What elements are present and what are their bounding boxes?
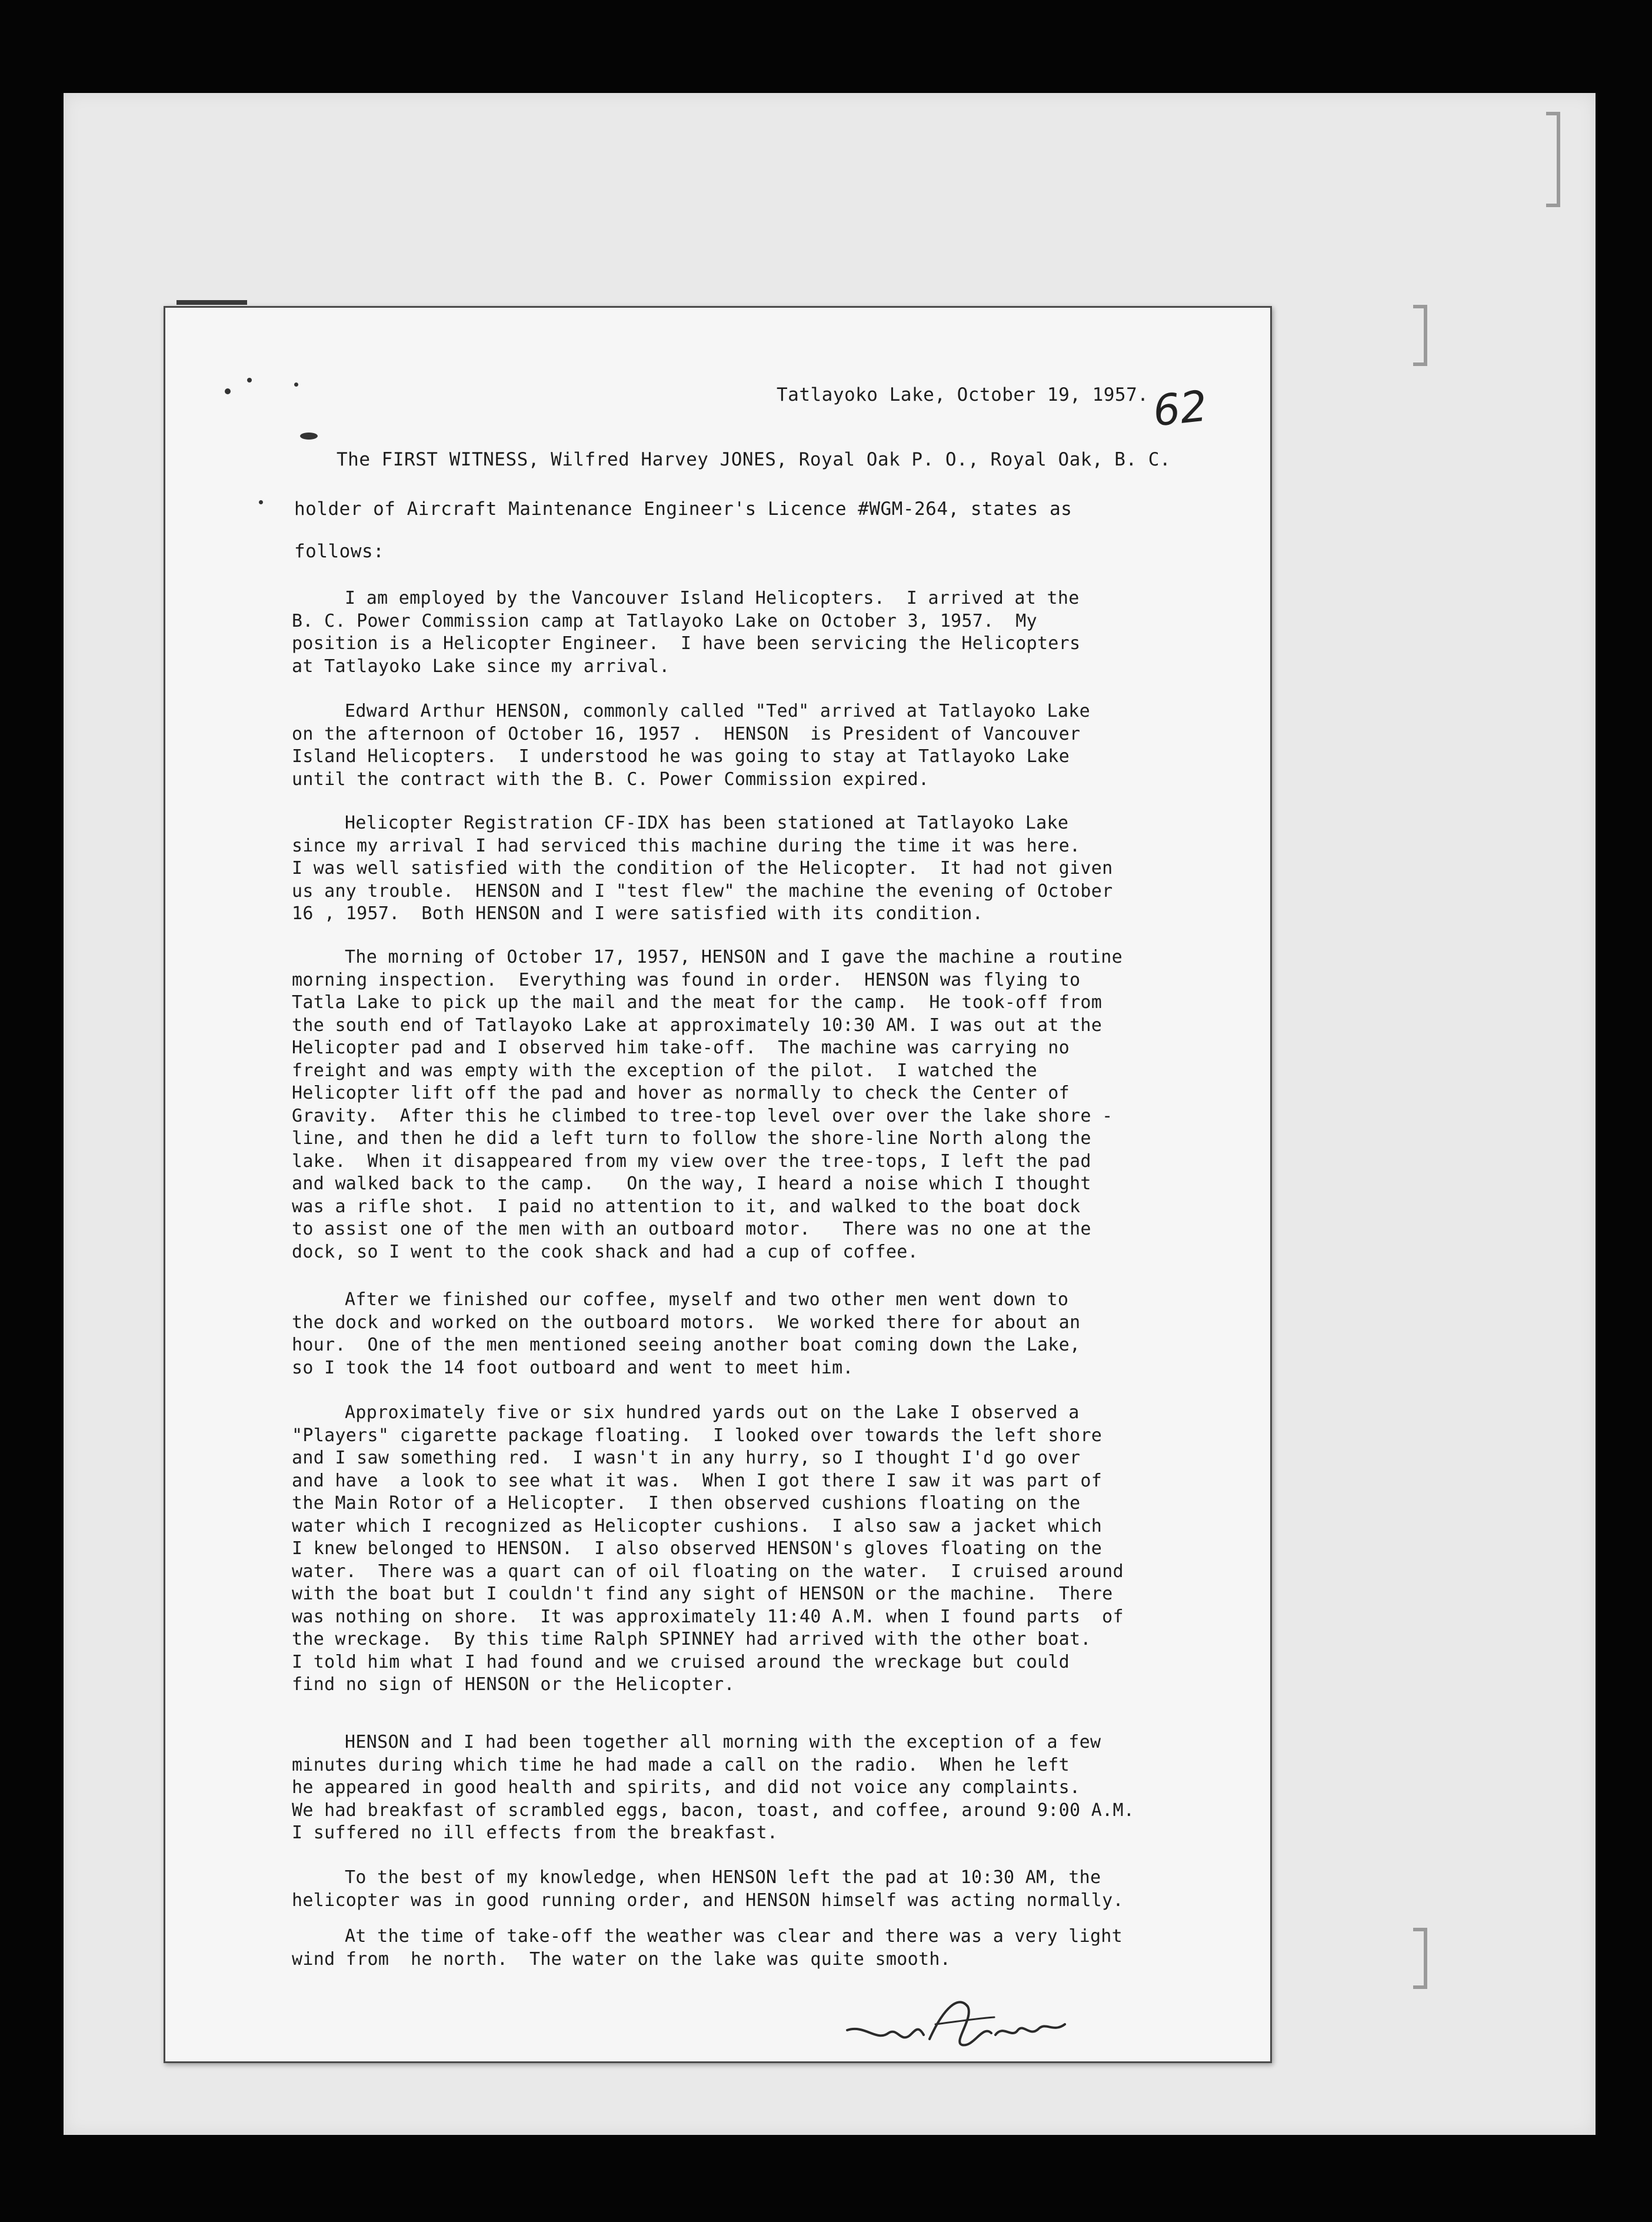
text-line: I was well satisfied with the condition of the Helicopter. It had not given — [292, 858, 1113, 879]
text-line: dock, so I went to the cook shack and had a cup of coffee. — [292, 1241, 918, 1262]
text-line: find no sign of HENSON or the Helicopter. — [292, 1674, 735, 1695]
paragraph-health-breakfast — [292, 1731, 1210, 1845]
text-line: hour. One of the men mentioned seeing another boat coming down the Lake, — [292, 1335, 1081, 1355]
handwritten-signature — [841, 1989, 1088, 2060]
text-line: freight and was empty with the exception of the pilot. I watched the — [292, 1060, 1037, 1081]
text-line: Helicopter Registration CF-IDX has been stationed at Tatlayoko Lake — [345, 813, 1069, 833]
text-line: the south end of Tatlayoko Lake at approximately 10:30 AM. I was out at the — [292, 1014, 1103, 1036]
text-line: B. C. Power Commission camp at Tatlayoko Lake on October 3, 1957. My — [292, 610, 1037, 631]
text-line: lake. When it disappeared from my view over the tree-tops, I left the pad — [292, 1150, 1091, 1172]
text-line: with the boat but I couldn't find any sight of HENSON or the machine. There — [292, 1584, 1113, 1604]
text-line: until the contract with the B. C. Power Commission expired. — [292, 769, 930, 790]
text-line: Tatla Lake to pick up the mail and the meat for the camp. He took-off from — [292, 992, 1103, 1013]
text-line: Approximately five or six hundred yards out on the Lake I observed a — [345, 1402, 1080, 1423]
text-line: water. There was a quart can of oil floating on the water. I cruised around — [292, 1561, 1124, 1582]
text-line: position is a Helicopter Engineer. I have been servicing the Helicopters — [292, 633, 1081, 654]
text-line: us any trouble. HENSON and I "test flew" the machine the evening of October — [292, 880, 1113, 902]
text-line: minutes during which time he had made a call on the radio. When he left — [292, 1754, 1070, 1775]
text-line: I suffered no ill effects from the breakfast. — [292, 1822, 778, 1843]
text-line: Edward Arthur HENSON, commonly called "Ted" arrived at Tatlayoko Lake — [345, 701, 1090, 721]
dust-speck — [294, 382, 298, 387]
text-line: The morning of October 17, 1957, HENSON and I gave the machine a routine — [345, 947, 1123, 967]
text-line: I told him what I had found and we cruised around the wreckage but could — [292, 1651, 1070, 1672]
text-line: on the afternoon of October 16, 1957 . HENSON is President of Vancouver — [292, 723, 1081, 744]
text-line: since my arrival I had serviced this machine during the time it was here. — [292, 835, 1081, 856]
text-line: We had breakfast of scrambled eggs, bacon, toast, and coffee, around 9:00 A.M. — [292, 1799, 1135, 1821]
registration-bracket — [1546, 112, 1560, 207]
text-line: Island Helicopters. I understood he was going to stay at Tatlayoko Lake — [292, 746, 1070, 767]
intro-line: holder of Aircraft Maintenance Engineer's Licence #WGM-264, states as — [294, 498, 1073, 520]
dust-speck — [247, 378, 252, 382]
text-line: was a rifle shot. I paid no attention to it, and walked to the boat dock — [292, 1196, 1081, 1217]
dust-speck — [300, 433, 318, 440]
registration-bracket — [1413, 305, 1427, 366]
text-line: so I took the 14 foot outboard and went to meet him. — [292, 1357, 854, 1378]
paragraph-employment — [292, 587, 1210, 678]
paragraph-weather — [292, 1925, 1210, 1971]
dust-speck — [259, 500, 263, 504]
text-line: I knew belonged to HENSON. I also observed HENSON's gloves floating on the — [292, 1538, 1103, 1559]
text-line: and walked back to the camp. On the way, I heard a noise which I thought — [292, 1173, 1091, 1194]
paragraph-henson-arrival — [292, 700, 1210, 791]
paragraph-helicopter-registration — [292, 812, 1210, 926]
text-line: the Main Rotor of a Helicopter. I then observed cushions floating on the — [292, 1493, 1081, 1514]
paragraph-outboard-motors — [292, 1289, 1210, 1379]
text-line: helicopter was in good running order, and HENSON himself was acting normally. — [292, 1890, 1124, 1911]
text-line: Gravity. After this he climbed to tree-top level over over the lake shore - — [292, 1105, 1113, 1126]
text-line: To the best of my knowledge, when HENSON left the pad at 10:30 AM, the — [345, 1867, 1101, 1888]
text-line: the dock and worked on the outboard motors. We worked there for about an — [292, 1312, 1081, 1333]
text-line: and I saw something red. I wasn't in any hurry, so I thought I'd go over — [292, 1448, 1081, 1468]
text-line: HENSON and I had been together all morning with the exception of a few — [345, 1732, 1101, 1752]
text-line: the wreckage. By this time Ralph SPINNEY had arrived with the other boat. — [292, 1629, 1091, 1649]
text-line: Helicopter pad and I observed him take-off. The machine was carrying no — [292, 1037, 1070, 1058]
dateline: Tatlayoko Lake, October 19, 1957. — [777, 384, 1149, 405]
text-line: morning inspection. Everything was found in order. HENSON was flying to — [292, 969, 1081, 990]
dust-speck — [225, 388, 231, 394]
paragraph-running-order — [292, 1867, 1210, 1912]
registration-bracket — [1413, 1928, 1427, 1989]
text-line: line, and then he did a left turn to follow the shore-line North along the — [292, 1128, 1091, 1149]
intro-line: follows: — [294, 541, 385, 562]
text-line: he appeared in good health and spirits, and did not voice any complaints. — [292, 1777, 1081, 1798]
text-line: and have a look to see what it was. When I got there I saw it was part of — [292, 1470, 1103, 1491]
page-number: 62 — [1150, 381, 1210, 436]
text-line: was nothing on shore. It was approximately 11:40 A.M. when I found parts of — [292, 1606, 1124, 1627]
text-line: wind from he north. The water on the lake was quite smooth. — [292, 1948, 951, 1970]
paragraph-morning-takeoff — [292, 946, 1210, 1263]
text-line: At the time of take-off the weather was clear and there was a very light — [345, 1926, 1123, 1947]
text-line: "Players" cigarette package floating. I looked over towards the left shore — [292, 1425, 1103, 1446]
text-line: at Tatlayoko Lake since my arrival. — [292, 656, 670, 677]
text-line: 16 , 1957. Both HENSON and I were satisfied with its condition. — [292, 903, 984, 924]
text-line: to assist one of the men with an outboard motor. There was no one at the — [292, 1219, 1091, 1239]
paragraph-wreckage-found — [292, 1402, 1210, 1697]
intro-line: The FIRST WITNESS, Wilfred Harvey JONES, Royal Oak P. O., Royal Oak, B. C. — [337, 449, 1171, 470]
text-line: water which I recognized as Helicopter cushions. I also saw a jacket which — [292, 1515, 1103, 1536]
text-line: I am employed by the Vancouver Island Helicopters. I arrived at the — [345, 588, 1080, 608]
text-line: Helicopter lift off the pad and hover as normally to check the Center of — [292, 1083, 1070, 1103]
text-line: After we finished our coffee, myself and two other men went down to — [345, 1289, 1069, 1310]
paper-edge-mark — [176, 300, 247, 305]
